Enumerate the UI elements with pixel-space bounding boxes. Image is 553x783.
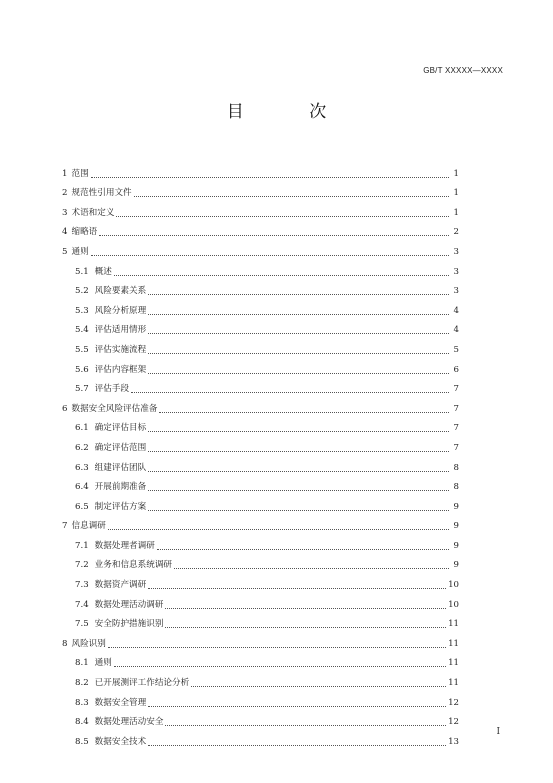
toc-entry[interactable] bbox=[62, 591, 459, 611]
toc-entry-number: 2 bbox=[62, 188, 68, 199]
toc-entry-title: 评估实施流程 bbox=[94, 344, 147, 355]
toc-entry-page: 2 bbox=[453, 227, 459, 238]
toc-entry-page: 3 bbox=[453, 266, 459, 277]
dot-leader bbox=[148, 706, 446, 707]
dot-leader bbox=[99, 235, 449, 236]
toc-entry-page: 10 bbox=[448, 580, 459, 591]
toc-entry-title: 制定评估方案 bbox=[94, 501, 147, 512]
dot-leader bbox=[148, 294, 449, 295]
toc-entry-page: 3 bbox=[453, 286, 459, 297]
dot-leader bbox=[131, 392, 449, 393]
toc-entry-title: 风险识别 bbox=[71, 638, 106, 649]
toc-entry[interactable] bbox=[62, 630, 459, 650]
toc-entry-page: 12 bbox=[448, 717, 459, 728]
toc-entry-title: 评估适用情形 bbox=[94, 325, 147, 336]
toc-entry-page: 11 bbox=[448, 619, 459, 630]
toc-entry[interactable] bbox=[62, 336, 459, 356]
toc-entry-page: 4 bbox=[453, 305, 459, 316]
dot-leader bbox=[148, 353, 449, 354]
dot-leader bbox=[157, 549, 449, 550]
toc-entry-number: 5 bbox=[62, 246, 68, 257]
toc-entry-number: 7.5 bbox=[75, 619, 89, 630]
toc-entry-title: 数据处理活动安全 bbox=[94, 717, 164, 728]
toc-entry-title: 范围 bbox=[71, 168, 89, 179]
toc-entry[interactable] bbox=[62, 258, 459, 278]
toc-entry-page: 13 bbox=[448, 736, 459, 747]
toc-entry-title: 缩略语 bbox=[71, 227, 98, 238]
toc-entry-number: 5.2 bbox=[75, 286, 89, 297]
document-code: GB/T XXXXX—XXXX bbox=[423, 66, 503, 75]
toc-entry-number: 8.1 bbox=[75, 658, 89, 669]
toc-entry[interactable] bbox=[62, 317, 459, 337]
dot-leader bbox=[174, 568, 449, 569]
toc-entry[interactable] bbox=[62, 395, 459, 415]
toc-entry-number: 7.2 bbox=[75, 560, 89, 571]
toc-entry-title: 数据处理活动调研 bbox=[94, 599, 164, 610]
toc-entry-title: 概述 bbox=[94, 266, 112, 277]
toc-entry-title: 评估内容框架 bbox=[94, 364, 147, 375]
dot-leader bbox=[134, 196, 449, 197]
toc-entry-page: 7 bbox=[453, 423, 459, 434]
toc-entry-page: 1 bbox=[453, 168, 459, 179]
dot-leader bbox=[148, 373, 449, 374]
dot-leader bbox=[148, 490, 449, 491]
dot-leader bbox=[108, 529, 449, 530]
toc-entry-title: 风险分析原理 bbox=[94, 305, 147, 316]
toc-entry[interactable] bbox=[62, 650, 459, 670]
toc-entry-number: 5.4 bbox=[75, 325, 89, 336]
toc-entry[interactable] bbox=[62, 219, 459, 239]
toc-entry[interactable] bbox=[62, 669, 459, 689]
toc-entry[interactable] bbox=[62, 571, 459, 591]
toc-entry[interactable] bbox=[62, 493, 459, 513]
toc-entry-number: 6.2 bbox=[75, 442, 89, 453]
toc-entry-page: 9 bbox=[453, 560, 459, 571]
toc-entry-page: 7 bbox=[453, 384, 459, 395]
toc-entry-title: 通则 bbox=[94, 658, 112, 669]
toc-entry[interactable] bbox=[62, 180, 459, 200]
dot-leader bbox=[165, 608, 446, 609]
toc-entry-number: 5.5 bbox=[75, 344, 89, 355]
toc-entry-title: 数据安全技术 bbox=[94, 736, 147, 747]
toc-entry-number: 8.3 bbox=[75, 697, 89, 708]
toc-entry-number: 6.1 bbox=[75, 423, 89, 434]
toc-entry-page: 7 bbox=[453, 403, 459, 414]
toc-entry-number: 7.1 bbox=[75, 540, 89, 551]
toc-entry-number: 3 bbox=[62, 207, 68, 218]
toc-entry-number: 8.5 bbox=[75, 736, 89, 747]
toc-entry-title: 组建评估团队 bbox=[94, 462, 147, 473]
dot-leader bbox=[148, 510, 449, 511]
dot-leader bbox=[191, 686, 446, 687]
toc-entry-number: 7.4 bbox=[75, 599, 89, 610]
toc-entry-number: 4 bbox=[62, 227, 68, 238]
toc-entry-title: 业务和信息系统调研 bbox=[94, 560, 173, 571]
toc-entry[interactable] bbox=[62, 728, 459, 748]
toc-entry-number: 5.1 bbox=[75, 266, 89, 277]
toc-entry-page: 10 bbox=[448, 599, 459, 610]
toc-entry-page: 12 bbox=[448, 697, 459, 708]
dot-leader bbox=[108, 647, 446, 648]
dot-leader bbox=[114, 275, 449, 276]
toc-entry[interactable] bbox=[62, 454, 459, 474]
toc-entry[interactable] bbox=[62, 434, 459, 454]
toc-entry-page: 11 bbox=[448, 658, 459, 669]
toc-entry-page: 1 bbox=[453, 188, 459, 199]
dot-leader bbox=[148, 451, 449, 452]
dot-leader bbox=[148, 333, 449, 334]
toc-entry-page: 1 bbox=[453, 207, 459, 218]
toc-entry[interactable] bbox=[62, 160, 459, 180]
toc-entry-page: 7 bbox=[453, 442, 459, 453]
toc-entry-title: 开展前期准备 bbox=[94, 482, 147, 493]
toc-entry-number: 7 bbox=[62, 521, 68, 532]
toc-entry[interactable] bbox=[62, 513, 459, 533]
dot-leader bbox=[148, 745, 446, 746]
toc-entry[interactable] bbox=[62, 689, 459, 709]
dot-leader bbox=[159, 412, 449, 413]
dot-leader bbox=[165, 627, 446, 628]
toc-entry-page: 3 bbox=[453, 246, 459, 257]
toc-entry-title: 数据安全管理 bbox=[94, 697, 147, 708]
toc-entry-title: 数据安全风险评估准备 bbox=[71, 403, 158, 414]
toc-entry-title: 风险要素关系 bbox=[94, 286, 147, 297]
toc-entry-number: 6 bbox=[62, 403, 68, 414]
toc-entry-number: 8.2 bbox=[75, 678, 89, 689]
toc-entry-number: 5.3 bbox=[75, 305, 89, 316]
toc-entry-number: 7.3 bbox=[75, 580, 89, 591]
dot-leader bbox=[91, 255, 449, 256]
toc-entry-title: 数据资产调研 bbox=[94, 580, 147, 591]
toc-entry[interactable] bbox=[62, 474, 459, 494]
toc-entry-page: 5 bbox=[453, 344, 459, 355]
dot-leader bbox=[148, 431, 449, 432]
toc-entry[interactable] bbox=[62, 278, 459, 298]
toc-entry-title: 安全防护措施识别 bbox=[94, 619, 164, 630]
toc-entry-title: 术语和定义 bbox=[71, 207, 115, 218]
dot-leader bbox=[148, 314, 449, 315]
toc-entry-page: 9 bbox=[453, 540, 459, 551]
toc-entry[interactable] bbox=[62, 552, 459, 572]
toc-entry-title: 数据处理者调研 bbox=[94, 540, 155, 551]
toc-entry[interactable] bbox=[62, 376, 459, 396]
toc-entry-page: 6 bbox=[453, 364, 459, 375]
dot-leader bbox=[148, 471, 449, 472]
toc-entry-page: 8 bbox=[453, 482, 459, 493]
dot-leader bbox=[91, 177, 449, 178]
toc-entry-number: 6.4 bbox=[75, 482, 89, 493]
toc-entry-number: 8 bbox=[62, 638, 68, 649]
dot-leader bbox=[148, 588, 446, 589]
toc-entry-number: 5.7 bbox=[75, 384, 89, 395]
toc-entry[interactable] bbox=[62, 199, 459, 219]
toc-entry[interactable] bbox=[62, 297, 459, 317]
toc-entry-page: 4 bbox=[453, 325, 459, 336]
toc-entry-page: 11 bbox=[448, 638, 459, 649]
toc-entry[interactable] bbox=[62, 611, 459, 631]
toc-entry-title: 已开展测评工作结论分析 bbox=[94, 678, 190, 689]
toc-entry[interactable] bbox=[62, 415, 459, 435]
toc-entry-number: 8.4 bbox=[75, 717, 89, 728]
toc-entry-title: 确定评估目标 bbox=[94, 423, 147, 434]
toc-entry[interactable] bbox=[62, 238, 459, 258]
page-number: I bbox=[496, 727, 500, 737]
toc-entry[interactable] bbox=[62, 709, 459, 729]
toc-entry-number: 1 bbox=[62, 168, 68, 179]
toc-entry-title: 信息调研 bbox=[71, 521, 106, 532]
dot-leader bbox=[116, 216, 449, 217]
toc-entry-title: 规范性引用文件 bbox=[71, 188, 132, 199]
dot-leader bbox=[165, 725, 446, 726]
toc-entry-number: 6.5 bbox=[75, 501, 89, 512]
toc-entry-number: 6.3 bbox=[75, 462, 89, 473]
toc-entry-page: 8 bbox=[453, 462, 459, 473]
toc-entry-title: 评估手段 bbox=[94, 384, 130, 395]
toc-entry-number: 5.6 bbox=[75, 364, 89, 375]
toc-entry[interactable] bbox=[62, 532, 459, 552]
toc-title: 目 次 bbox=[226, 102, 357, 122]
toc-entry-page: 11 bbox=[448, 678, 459, 689]
dot-leader bbox=[114, 666, 446, 667]
table-of-contents bbox=[62, 160, 459, 748]
toc-entry-page: 9 bbox=[453, 501, 459, 512]
toc-entry-title: 通则 bbox=[71, 246, 89, 257]
toc-entry[interactable] bbox=[62, 356, 459, 376]
toc-entry-title: 确定评估范围 bbox=[94, 442, 147, 453]
toc-entry-page: 9 bbox=[453, 521, 459, 532]
